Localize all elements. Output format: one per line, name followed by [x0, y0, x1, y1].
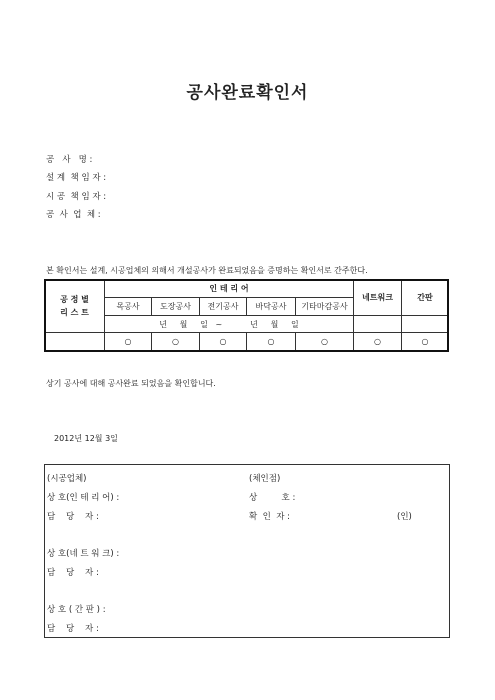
carpentry-check: ○ — [105, 333, 152, 351]
carpentry-header: 목공사 — [105, 298, 152, 316]
interior-header: 인 테 리 어 — [105, 280, 354, 298]
date-range: 년 월 일 ~ 년 월 일 — [105, 316, 354, 333]
sign-company-label: 상 호 ( 간 판 ) : — [47, 605, 106, 615]
process-list-header: 공 정 별 리 스 트 — [45, 280, 105, 333]
electrical-header: 전기공사 — [200, 298, 247, 316]
signboard-header: 간판 — [402, 280, 449, 316]
design-manager-label: 설 계 책 임 자 : — [46, 173, 107, 183]
painting-check: ○ — [152, 333, 200, 351]
painting-header: 도장공사 — [152, 298, 200, 316]
check-row-label-cell — [45, 333, 105, 351]
confirm-text: 상기 공사에 대해 공사완료 되었음을 확인합니다. — [46, 379, 216, 388]
electrical-check: ○ — [200, 333, 247, 351]
network-company-label: 상 호(네 트 워 크) : — [47, 549, 120, 559]
interior-manager-label: 담 당 자 : — [47, 512, 99, 522]
other-finishing-check: ○ — [296, 333, 354, 351]
client-heading: (체인점) — [249, 474, 281, 484]
contractor-label: 공 사 업 체 : — [46, 210, 101, 220]
network-date-cell — [354, 316, 402, 333]
signboard-date-cell — [402, 316, 449, 333]
client-confirmer-label: 확 인 자 : — [249, 512, 291, 522]
notice-text: 본 확인서는 설계, 시공업체의 의해서 개설공사가 완료되었음을 증명하는 확인서로 간주한다. — [46, 266, 368, 275]
project-name-label: 공 사 명 : — [46, 155, 93, 165]
interior-company-label: 상 호(인 테 리 어) : — [47, 493, 120, 503]
process-table — [44, 279, 449, 351]
issue-date: 2012년 12월 3일 — [54, 434, 118, 443]
construction-manager-label: 시 공 책 임 자 : — [46, 192, 107, 202]
sign-manager-label: 담 당 자 : — [47, 624, 99, 634]
signature-box — [44, 464, 450, 638]
signboard-check: ○ — [402, 333, 449, 351]
page-title: 공사완료확인서 — [186, 83, 309, 103]
network-check: ○ — [354, 333, 402, 351]
contractor-heading: (시공업체) — [47, 474, 87, 484]
seal-mark: (인) — [397, 512, 412, 522]
network-header: 네트워크 — [354, 280, 402, 316]
network-manager-label: 담 당 자 : — [47, 568, 99, 578]
other-finishing-header: 기타마감공사 — [296, 298, 354, 316]
flooring-header: 바닥공사 — [247, 298, 296, 316]
client-company-label: 상 호 : — [249, 493, 296, 503]
flooring-check: ○ — [247, 333, 296, 351]
